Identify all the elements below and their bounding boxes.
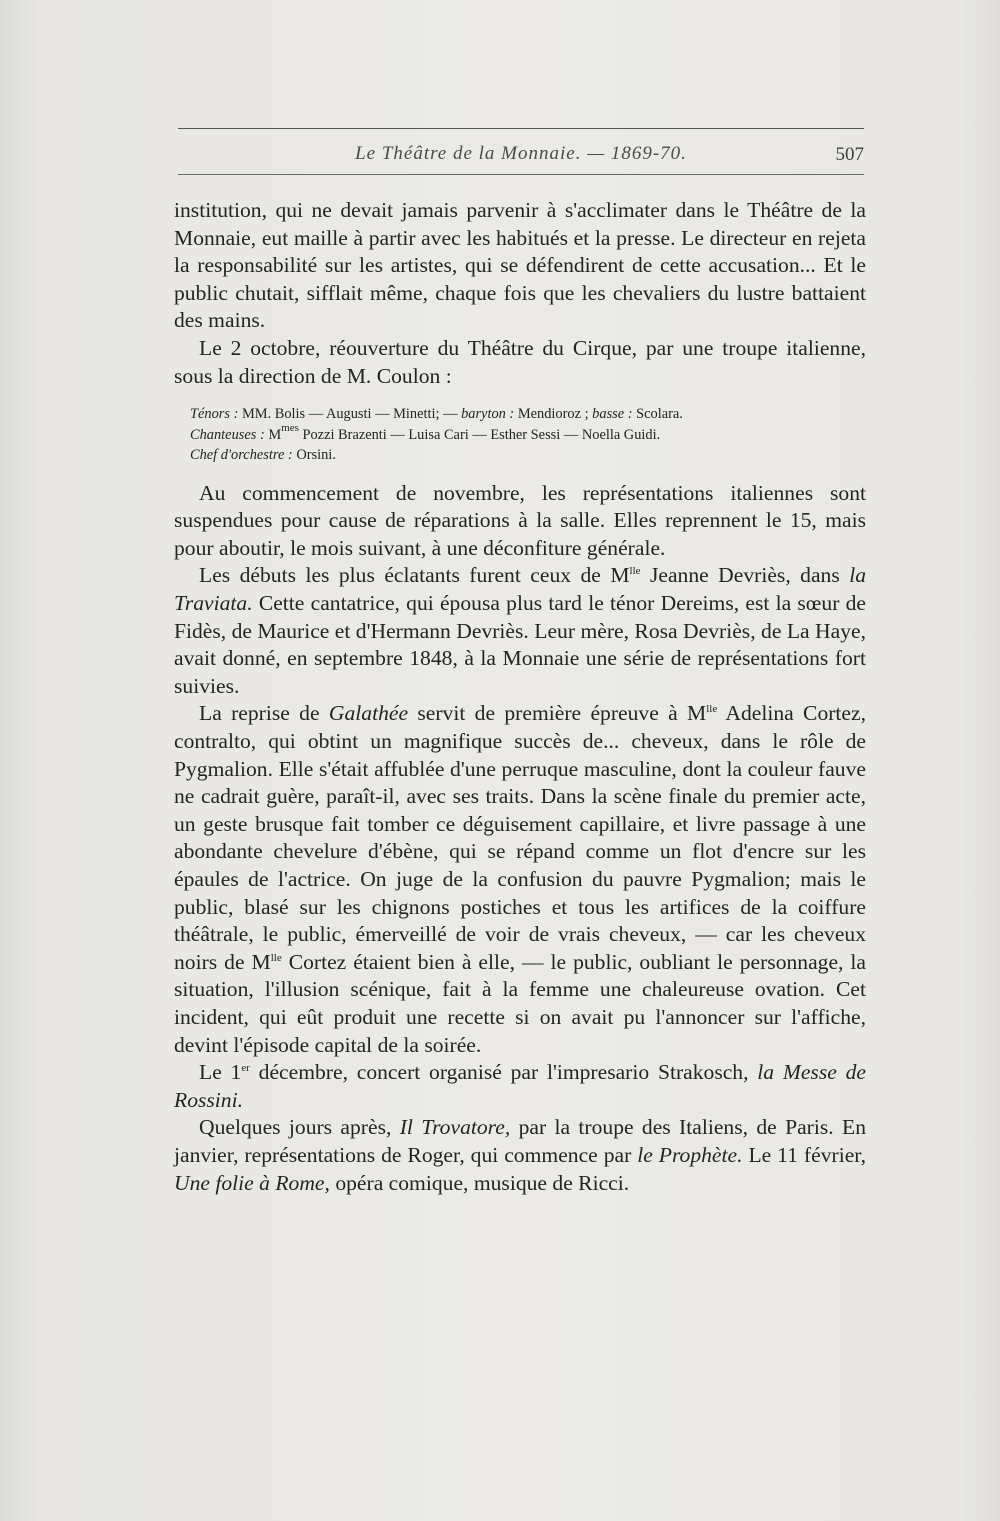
paragraph-7: [174, 1114, 866, 1197]
paragraph-5: [174, 700, 866, 1059]
cast-role-baryton: baryton :: [461, 406, 515, 423]
p5-text-c: Adelina Cortez, contralto, qui obtint un magnifique succès de... cheveux, dans le rôle de Pygmalion. Elle s'était affublée d'une perruque masculine, dont la couleur fauve ne cadrait guère, paraît-il, avec ses traits. Dans la scène finale du premier acte, un geste brusque fait tomber ce déguisement capillaire, et livre passage à une abondante chevelure d'ébène, qui se répand comme un flot d'encre sur les épaules de l'actrice. On juge de la confusion du pauvre Pygmalion; mais le public, blasé sur les chignons postiches et tous les artifices de la coiffure théâtrale, le public, émerveillé de voir de vrais cheveux, — car les cheveux noirs de M: [174, 701, 866, 974]
p6-superscript: er: [241, 1062, 250, 1075]
cast-title-superscript: mes: [281, 421, 299, 434]
cast-names-tenors: MM. Bolis — Augusti — Minetti; —: [238, 406, 462, 423]
paragraph-2: Le 2 octobre, réouverture du Théâtre du Cirque, par une troupe italienne, sous la direction de M. Coulon :: [174, 335, 866, 388]
p5-text-d: Cortez étaient bien à elle, — le public, oubliant le personnage, la situation, l'illusion scénique, fait à la femme une chaleureuse ovation. Cet incident, qui eût produit une recette si on avait pu l'annoncer sur l'affiche, devint l'épisode capital de la soirée.: [174, 949, 866, 1057]
p5-superscript-2: lle: [270, 951, 282, 964]
cast-list: [190, 404, 866, 466]
p7-text-c: Le 11 février,: [742, 1142, 866, 1167]
p5-title-galathee: Galathée: [328, 701, 409, 726]
cast-line-chef: [190, 445, 866, 466]
paragraph-6: [174, 1059, 866, 1114]
cast-names-chef: Orsini.: [292, 447, 336, 464]
p7-text-b: par la troupe des Italiens, de Paris. En janvier, représentations de Roger, qui commence par: [174, 1115, 866, 1167]
cast-names-basse: Scolara.: [632, 406, 683, 423]
running-head: [178, 140, 864, 170]
p7-text-d: opéra comique, musique de Ricci.: [329, 1170, 630, 1195]
cast-names-chanteuses: Pozzi Brazenti — Luisa Cari — Esther Sessi — Noella Guidi.: [298, 426, 661, 443]
paragraph-1: institution, qui ne devait jamais parvenir à s'acclimater dans le Théâtre de la Monnaie, eut maille à partir avec les habitués et la presse. Le directeur en rejeta la responsabilité sur les artistes, qui se défendirent de cette accusation... Et le public chutait, sifflait même, chaque fois que les chevaliers du lustre battaient des mains.: [174, 198, 866, 333]
paragraph-3: Au commencement de novembre, les représentations italiennes sont suspendues pour cause de réparations à la salle. Elles reprennent le 15, mais pour aboutir, le mois suivant, à une déconfiture générale.: [174, 480, 866, 560]
p5-text-b: servit de première épreuve à M: [408, 701, 707, 726]
cast-line-chanteuses: [190, 421, 866, 446]
p6-title-messe: la Messe de Rossini.: [174, 1060, 866, 1112]
header-bottom-rule: [178, 174, 864, 175]
p4-text-a: Les débuts les plus éclatants furent ceux de M: [199, 563, 630, 588]
p4-text-b: Jeanne Devriès, dans: [640, 563, 850, 588]
p4-title-traviata: la Traviata.: [174, 563, 866, 616]
cast-names-baryton: Mendioroz ;: [514, 406, 593, 423]
running-head-title: Le Théâtre de la Monnaie. — 1869-70.: [355, 143, 687, 164]
cast-role-chef: Chef d'orchestre :: [190, 447, 293, 464]
p4-superscript: lle: [629, 565, 641, 578]
cast-title-prefix: M: [264, 426, 282, 443]
header-top-rule: [178, 128, 864, 129]
body-text: [174, 197, 866, 1197]
p6-text-b: décembre, concert organisé par l'impresario Strakosch,: [249, 1060, 758, 1085]
p5-superscript-1: lle: [706, 703, 718, 716]
cast-role-basse: basse :: [592, 406, 633, 423]
p7-title-prophete: le Prophète.: [637, 1142, 743, 1167]
p6-text-a: Le 1: [199, 1060, 242, 1085]
cast-role-tenors: Ténors :: [190, 406, 239, 423]
page-number: 507: [835, 144, 864, 165]
cast-role-chanteuses: Chanteuses :: [190, 426, 265, 443]
p5-text-a: La reprise de: [199, 701, 329, 726]
paragraph-4: [174, 562, 866, 700]
p4-text-c: Cette cantatrice, qui épousa plus tard le ténor Dereims, est la sœur de Fidès, de Maurice et d'Hermann Devriès. Leur mère, Rosa Devriès, de La Haye, avait donné, en septembre 1848, à la Monnaie une série de représentations fort suivies.: [174, 591, 866, 698]
p7-text-a: Quelques jours après,: [199, 1115, 400, 1140]
p7-title-folie: Une folie à Rome,: [174, 1170, 330, 1195]
p7-title-trovatore: Il Trovatore,: [399, 1115, 511, 1140]
